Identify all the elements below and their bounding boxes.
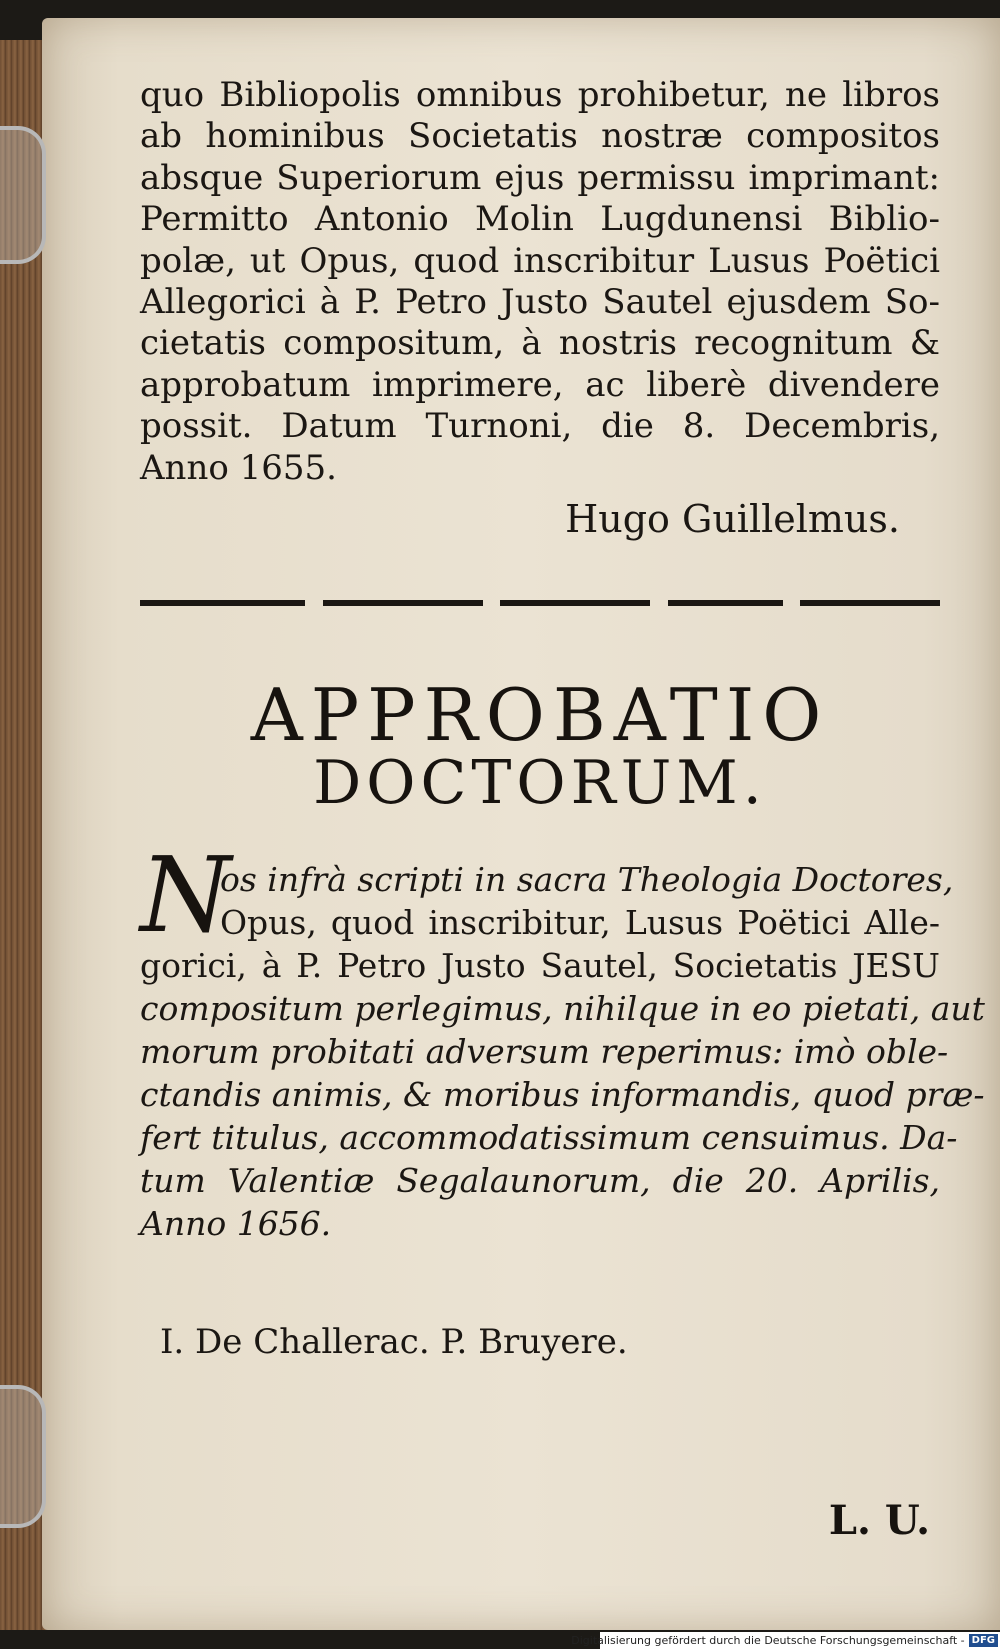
- approbatio-line: gorici, à P. Petro Justo Sautel, Societatis JESU: [140, 946, 940, 985]
- privilege-line: Permitto Antonio Molin Lugdunensi Biblio-: [140, 199, 940, 240]
- privilege-line: possit. Datum Turnoni, die 8. Decembris,: [140, 406, 940, 447]
- privilege-line: approbatum imprimere, ac liberè divendere: [140, 364, 940, 405]
- privilege-line: Anno 1655.: [140, 447, 337, 488]
- page-clip-bottom: [0, 1385, 46, 1528]
- digitization-footer: [571, 1632, 1000, 1649]
- privilege-line: absque Superiorum ejus permissu imprimant:: [140, 157, 940, 198]
- page-clip-top: [0, 126, 46, 264]
- privilege-text: [140, 75, 940, 489]
- footer-credit: Digitalisierung gefördert durch die Deutsche Forschungsgemeinschaft -: [571, 1634, 965, 1647]
- signature-hugo-guillelmus: Hugo Guillelmus.: [565, 497, 900, 541]
- privilege-line: quo Bibliopolis omnibus prohibetur, ne libros: [140, 75, 940, 115]
- privilege-line: Allegorici à P. Petro Justo Sautel ejusdem So-: [140, 282, 940, 323]
- section-subheading: DOCTORUM.: [313, 748, 767, 818]
- ornamental-rule: [140, 600, 940, 606]
- approbatio-line: Opus, quod inscribitur, Lusus Poëtici Alle-: [220, 903, 940, 942]
- section-heading: APPROBATIO: [250, 673, 830, 757]
- privilege-line: polæ, ut Opus, quod inscribitur Lusus Poëtici: [140, 240, 940, 281]
- approbatio-line: ctandis animis, & moribus informandis, quod præ-: [140, 1075, 985, 1114]
- privilege-line: ab hominibus Societatis nostræ compositos: [140, 116, 940, 157]
- approbatio-line: os infrà scripti in sacra Theologia Doctores,: [220, 860, 954, 899]
- catchword: L. U.: [828, 1497, 930, 1544]
- approbatio-line: compositum perlegimus, nihilque in eo pietati, aut: [140, 989, 985, 1028]
- privilege-line: cietatis compositum, à nostris recognitum &: [140, 323, 940, 364]
- approbatio-line: tum Valentiæ Segalaunorum, die 20. Aprilis,: [140, 1161, 940, 1200]
- approbatio-line: fert titulus, accommodatissimum censuimus. Da-: [140, 1118, 958, 1157]
- approbatio-text: [140, 858, 985, 1245]
- approbatio-line: Anno 1656.: [140, 1204, 332, 1243]
- approbatio-line: morum probitati adversum reperimus: imò oble-: [140, 1032, 949, 1071]
- dfg-logo: DFG: [969, 1634, 998, 1647]
- drop-cap: N: [140, 834, 231, 956]
- doctors-signatures: I. De Challerac. P. Bruyere.: [160, 1322, 628, 1362]
